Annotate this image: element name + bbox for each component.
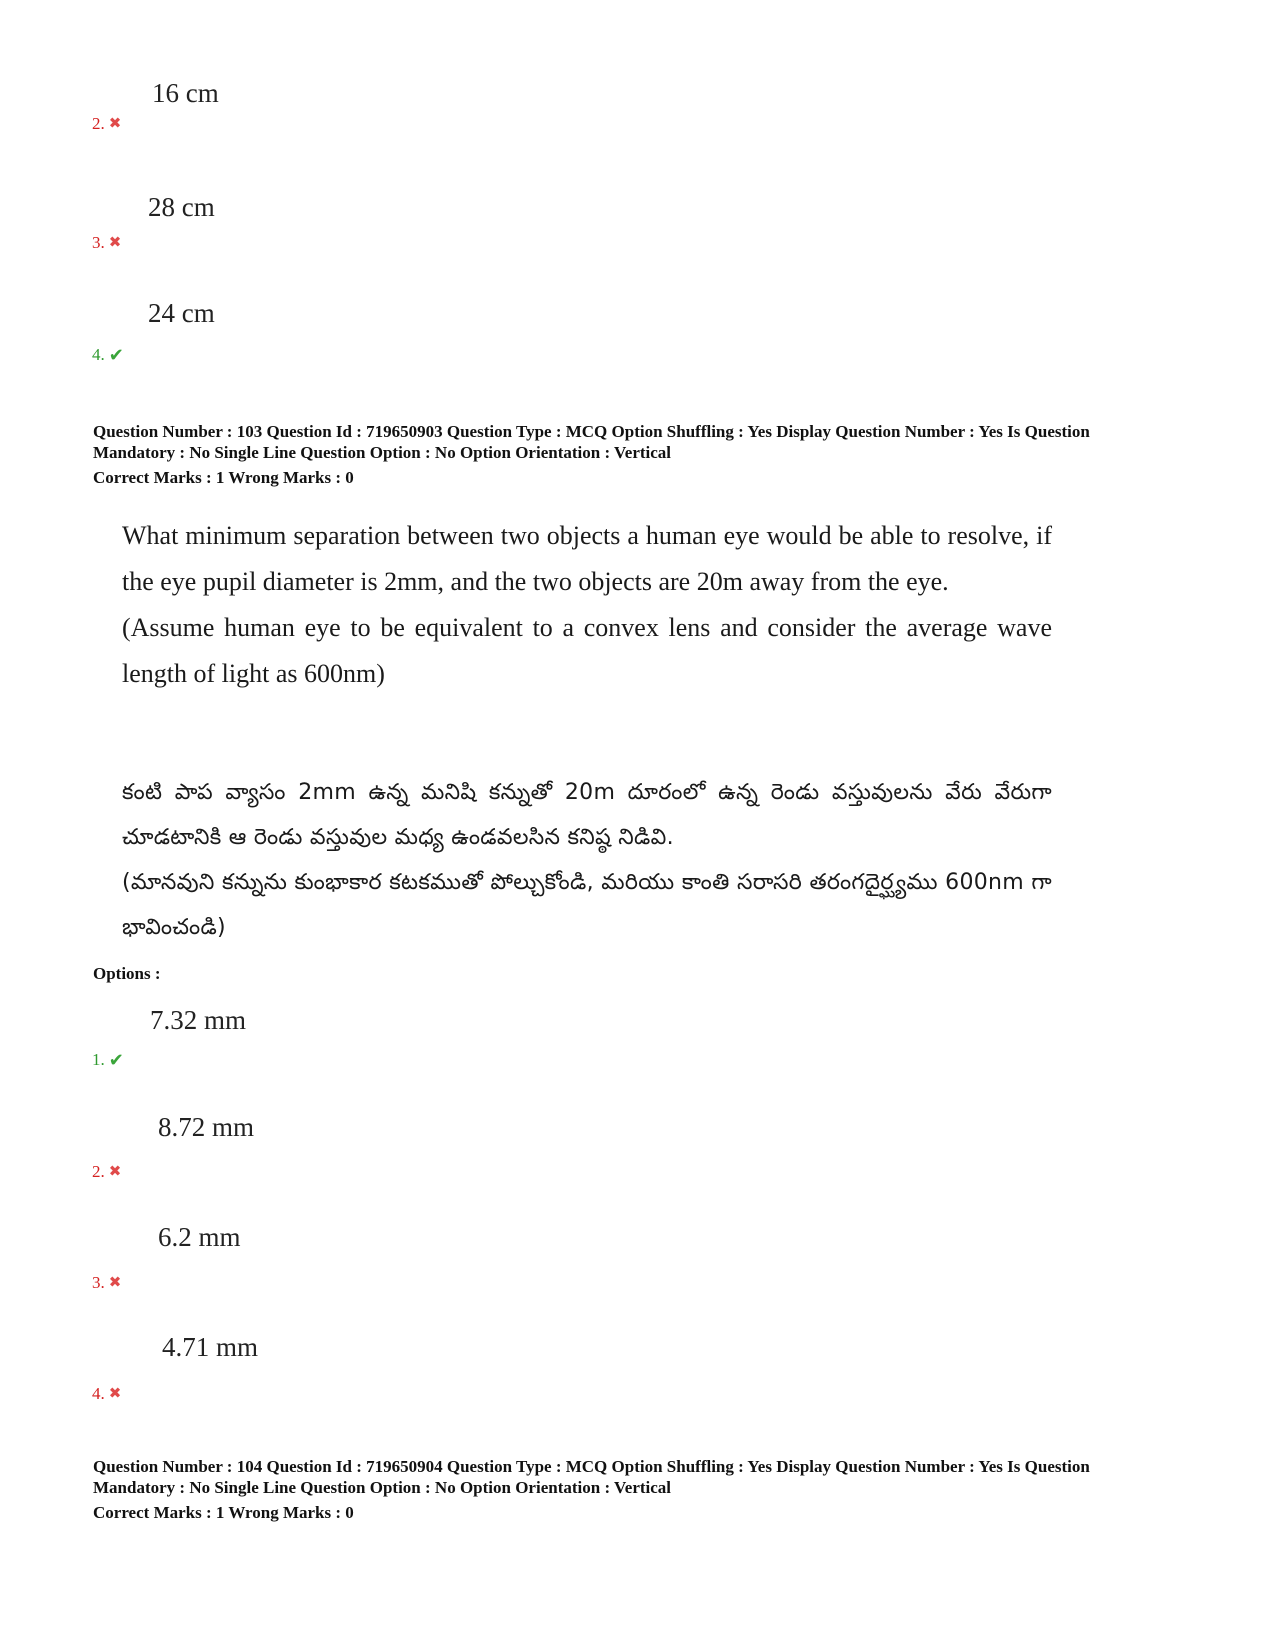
question-103-meta — [93, 421, 1213, 488]
option-number: 2. — [92, 114, 105, 133]
option-1-text: 7.32 mm — [150, 1005, 247, 1035]
option-number: 2. — [92, 1162, 105, 1181]
question-telugu-paragraph-2: (మానవుని కన్నును కుంభాకార కటకముతో పోల్చుకోండి, మరియు కాంతి సరాసరి తరంగదైర్ఘ్యము 600nm గా భావించండి) — [122, 870, 1052, 940]
question-meta-line-2: Mandatory : No Single Line Question Option : No Option Orientation : Vertical — [93, 1478, 672, 1497]
question-103-text — [122, 513, 1052, 697]
option-4-text: 4.71 mm — [162, 1332, 259, 1362]
option-3-number-row — [92, 1273, 121, 1293]
options-label: Options : — [93, 964, 161, 983]
cross-icon: ✖ — [108, 234, 122, 251]
option-2-text: 8.72 mm — [158, 1112, 255, 1142]
cross-icon: ✖ — [108, 1163, 122, 1180]
cross-icon: ✖ — [108, 1385, 122, 1402]
option-3-text: 6.2 mm — [158, 1222, 241, 1252]
option-number: 4. — [92, 345, 105, 364]
option-4-number-row — [92, 1384, 121, 1404]
option-2-number-row — [92, 1162, 121, 1182]
question-meta-line-1: Question Number : 103 Question Id : 719650903 Question Type : MCQ Option Shuffling : Yes Display Question Number : Yes Is Question — [93, 422, 1090, 441]
question-104-meta — [93, 1456, 1213, 1523]
prev-option-4-number-row — [92, 345, 124, 365]
cross-icon: ✖ — [108, 115, 122, 132]
question-marks: Correct Marks : 1 Wrong Marks : 0 — [93, 468, 354, 487]
option-number: 3. — [92, 233, 105, 252]
check-icon: ✔ — [108, 1050, 124, 1070]
question-103-telugu-text — [122, 770, 1052, 950]
prev-option-2-number-row — [92, 114, 121, 134]
question-english-paragraph-2: (Assume human eye to be equivalent to a convex lens and consider the average wave length of light as 600nm) — [122, 613, 1052, 688]
question-telugu-paragraph-1: కంటి పాప వ్యాసం 2mm ఉన్న మనిషి కన్నుతో 20m దూరంలో ఉన్న రెండు వస్తువులను వేరు వేరుగా చూడటానికి ఆ రెండు వస్తువుల మధ్య ఉండవలసిన కనిష్ఠ నిడివి. — [122, 780, 1052, 850]
question-marks: Correct Marks : 1 Wrong Marks : 0 — [93, 1503, 354, 1522]
option-1-number-row — [92, 1050, 124, 1070]
prev-option-3-number-row — [92, 233, 121, 253]
check-icon: ✔ — [108, 345, 124, 365]
option-number: 1. — [92, 1050, 105, 1069]
question-english-paragraph-1: What minimum separation between two objects a human eye would be able to resolve, if the eye pupil diameter is 2mm, and the two objects are 20m away from the eye. — [122, 521, 1052, 596]
option-number: 4. — [92, 1384, 105, 1403]
prev-option-2-text: 16 cm — [152, 78, 219, 108]
prev-option-4-text: 24 cm — [148, 298, 215, 328]
prev-option-3-text: 28 cm — [148, 192, 215, 222]
option-number: 3. — [92, 1273, 105, 1292]
question-meta-line-2: Mandatory : No Single Line Question Option : No Option Orientation : Vertical — [93, 443, 672, 462]
question-meta-line-1: Question Number : 104 Question Id : 719650904 Question Type : MCQ Option Shuffling : Yes Display Question Number : Yes Is Question — [93, 1457, 1090, 1476]
cross-icon: ✖ — [108, 1274, 122, 1291]
